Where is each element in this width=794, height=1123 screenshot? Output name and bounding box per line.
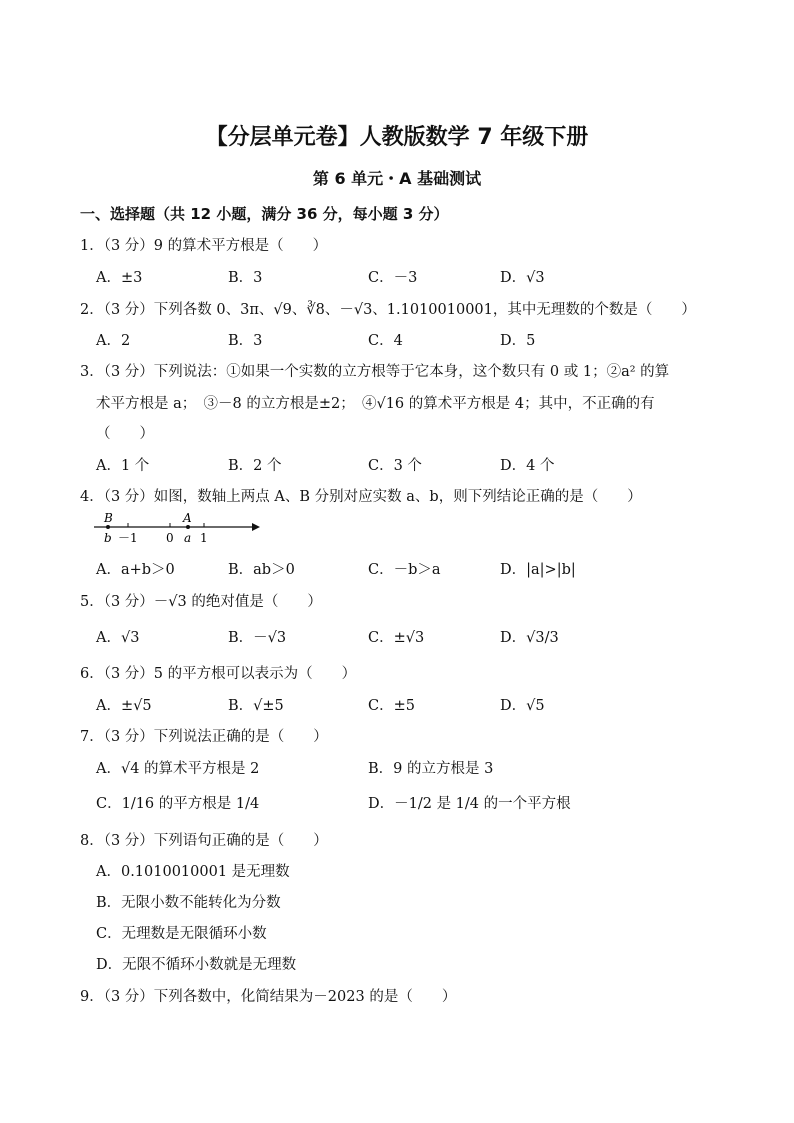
question-9-stem: 9．（3 分）下列各数中，化简结果为－2023 的是（ ） — [80, 989, 457, 1005]
question-1-option-c: C．－3 — [368, 270, 418, 286]
question-2-option-d: D．5 — [500, 333, 536, 349]
question-2-option-b: B．3 — [228, 333, 263, 349]
tick-label-b: b — [104, 531, 112, 545]
question-7-option-b: B．9 的立方根是 3 — [368, 761, 494, 777]
question-5-option-d: D．√3/3 — [500, 630, 559, 646]
tick-label-one: 1 — [200, 531, 208, 545]
question-1-option-a: A．±3 — [96, 270, 143, 286]
question-6-option-b: B．√±5 — [228, 698, 284, 714]
question-5-option-c: C．±√3 — [368, 630, 425, 646]
question-1-stem: 1．（3 分）9 的算术平方根是（ ） — [80, 238, 328, 254]
tick-label-a: a — [184, 531, 192, 545]
point-b — [106, 525, 110, 529]
question-5-option-b: B．－√3 — [228, 630, 287, 646]
question-7-option-d: D．－1/2 是 1/4 的一个平方根 — [368, 796, 571, 812]
question-7-option-a: A．√4 的算术平方根是 2 — [96, 761, 260, 777]
question-3-line-3: （ ） — [96, 426, 154, 442]
page-title: 【分层单元卷】人教版数学 7 年级下册 — [205, 125, 589, 150]
question-1-option-b: B．3 — [228, 270, 263, 286]
question-4-option-d: D．|a|>|b| — [500, 562, 576, 578]
question-8-option-b: B．无限小数不能转化为分数 — [96, 895, 281, 911]
section-heading: 一、选择题（共 12 小题，满分 36 分，每小题 3 分） — [80, 205, 449, 223]
question-7-stem: 7．（3 分）下列说法正确的是（ ） — [80, 729, 328, 745]
question-3-option-b: B．2 个 — [228, 458, 282, 474]
page-subtitle: 第 6 单元・A 基础测试 — [312, 169, 482, 188]
question-7-option-c: C．1/16 的平方根是 1/4 — [96, 796, 260, 812]
question-3-line-2: 术平方根是 a； ③－8 的立方根是±2； ④√16 的算术平方根是 4；其中，不正确的有 — [96, 396, 655, 412]
question-8-option-d: D．无限不循环小数就是无理数 — [96, 957, 297, 973]
question-5-stem: 5．（3 分）－√3 的绝对值是（ ） — [80, 594, 322, 610]
question-5-option-a: A．√3 — [96, 630, 140, 646]
question-2-option-a: A．2 — [96, 333, 131, 349]
point-a — [186, 525, 190, 529]
question-6-stem: 6．（3 分）5 的平方根可以表示为（ ） — [80, 666, 357, 682]
question-8-option-c: C．无理数是无限循环小数 — [96, 926, 267, 942]
question-6-option-d: D．√5 — [500, 698, 545, 714]
number-line-figure — [92, 510, 272, 550]
question-3-option-a: A．1 个 — [96, 458, 150, 474]
tick-label-minus-one: －1 — [118, 531, 138, 545]
label-a-point: A — [183, 511, 192, 525]
question-3-option-c: C．3 个 — [368, 458, 422, 474]
question-8-option-a: A．0.1010010001 是无理数 — [96, 864, 290, 880]
question-1-option-d: D．√3 — [500, 270, 545, 286]
question-2-stem: 2．（3 分）下列各数 0、3π、√9、∛8、－√3、1.1010010001，其中无理数的个数是（ ） — [80, 302, 696, 318]
question-6-option-a: A．±√5 — [96, 698, 152, 714]
question-6-option-c: C．±5 — [368, 698, 415, 714]
arrowhead-icon — [252, 523, 260, 531]
question-4-option-c: C．－b＞a — [368, 562, 441, 578]
question-3-option-d: D．4 个 — [500, 458, 555, 474]
question-2-option-c: C．4 — [368, 333, 403, 349]
question-8-stem: 8．（3 分）下列语句正确的是（ ） — [80, 833, 328, 849]
question-4-option-b: B．ab＞0 — [228, 562, 295, 578]
question-3-line-1: 3．（3 分）下列说法：①如果一个实数的立方根等于它本身，这个数只有 0 或 1；②a² 的算 — [80, 364, 670, 380]
label-b-point: B — [104, 511, 113, 525]
number-line-svg — [92, 510, 272, 550]
tick-label-zero: 0 — [166, 531, 174, 545]
question-4-option-a: A．a+b＞0 — [96, 562, 175, 578]
question-4-stem: 4．（3 分）如图，数轴上两点 A、B 分别对应实数 a、b，则下列结论正确的是（ ） — [80, 489, 642, 505]
